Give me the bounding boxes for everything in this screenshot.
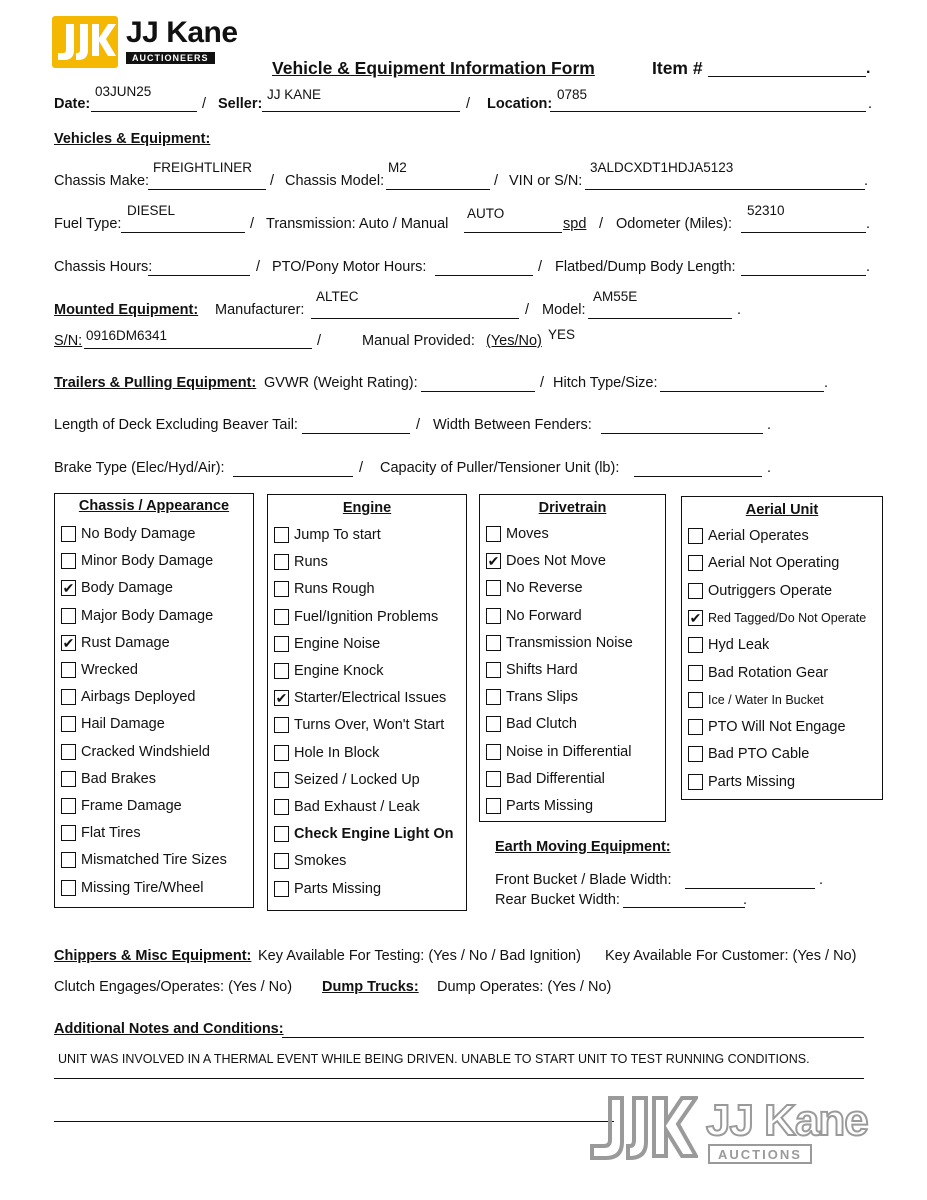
slash-2: / [466,96,471,112]
checkbox[interactable] [688,555,703,571]
period-7: . [767,417,772,433]
aerial-checkbox-item[interactable] [688,610,866,626]
mounted-section-title: Mounted Equipment: [54,302,199,318]
checkbox[interactable] [61,798,76,814]
checkbox[interactable] [274,581,289,597]
rear-bucket-label: Rear Bucket Width: [495,892,620,908]
clutch-text: Clutch Engages/Operates: (Yes / No) [54,979,293,995]
checkbox-label: Aerial Not Operating [708,555,840,572]
checkbox[interactable] [486,662,501,678]
checkbox[interactable] [61,825,76,841]
checkbox[interactable] [486,580,501,596]
aerial-checkbox-item[interactable] [688,665,828,681]
checkbox-label: Mismatched Tire Sizes [81,852,227,869]
chassis-checkbox-item[interactable] [61,825,141,841]
checkbox[interactable] [688,583,703,599]
checkbox[interactable] [274,609,289,625]
checkbox[interactable] [61,771,76,787]
slash-8: / [538,259,543,275]
chassis-checkbox-item[interactable] [61,744,210,760]
checkbox-label: Bad Brakes [81,770,156,787]
chassis-make-value[interactable]: FREIGHTLINER [153,160,253,175]
date-line [91,111,197,112]
checkbox-label: Jump To start [294,527,381,543]
chassis-model-label: Chassis Model: [285,173,385,189]
checkbox-label: Body Damage [81,580,173,597]
checkbox[interactable] [486,526,501,542]
sn-value[interactable]: 0916DM6341 [86,328,168,343]
fenders-line [601,433,763,434]
chippers-section-title: Chippers & Misc Equipment: [54,948,252,964]
aerial-checkbox-item[interactable] [688,746,809,762]
form-title: Vehicle & Equipment Information Form [272,58,595,78]
engine-box [267,494,467,911]
checkbox-label: Seized / Locked Up [294,771,420,788]
checkbox[interactable] [61,744,76,760]
key-testing-text: Key Available For Testing: (Yes / No / Bad Ignition) [258,948,581,964]
checkbox-label: Major Body Damage [81,607,214,624]
slash-6: / [599,216,604,232]
slash-13: / [359,460,364,476]
hitch-line [660,391,824,392]
checkbox-label: Runs [294,554,328,571]
checkbox[interactable] [61,880,76,896]
engine-checkbox-item[interactable] [274,636,380,652]
chassis-box-title: Chassis / Appearance [78,498,230,514]
drivetrain-checkbox-item[interactable] [486,662,578,678]
model-line [588,318,732,319]
transmission-line [464,232,562,233]
period-6: . [824,375,829,391]
period-10: . [743,892,748,908]
slash-5: / [250,216,255,232]
checkbox[interactable] [688,637,703,653]
checkbox-label: Engine Noise [294,635,381,652]
chassis-model-value[interactable]: M2 [388,160,407,175]
logo-text: JJ Kane [126,16,238,49]
checkbox-label: No Reverse [506,580,583,597]
checkbox-label: Missing Tire/Wheel [81,879,204,896]
rear-bucket-line [623,907,745,908]
engine-checkbox-item[interactable] [274,772,420,788]
checkbox[interactable] [274,527,289,543]
gvwr-label: GVWR (Weight Rating): [264,375,418,391]
checkbox-label: Minor Body Damage [81,553,214,570]
aerial-checkbox-item[interactable] [688,555,839,571]
period-9: . [819,872,824,888]
checkbox[interactable] [688,665,703,681]
slash-9: / [525,302,530,318]
checkbox[interactable] [486,716,501,732]
vin-label: VIN or S/N: [509,173,583,189]
item-label: Item # [652,58,703,78]
manual-options: (Yes/No) [486,333,542,349]
engine-checkbox-item[interactable] [274,826,454,842]
checkbox-label: Aerial Operates [708,528,809,544]
drivetrain-checkbox-item[interactable] [486,716,577,732]
odometer-line [741,232,866,233]
pto-hours-line [435,275,533,276]
deck-label: Length of Deck Excluding Beaver Tail: [54,417,298,433]
chassis-make-label: Chassis Make: [54,173,150,189]
checkbox[interactable] [274,690,289,706]
checkbox-label: Ice / Water In Bucket [708,692,824,707]
key-customer-text: Key Available For Customer: (Yes / No) [605,948,857,964]
checkmark-icon: ✔ [62,580,75,597]
item-line [708,76,866,77]
date-value[interactable]: 03JUN25 [95,84,152,99]
front-bucket-label: Front Bucket / Blade Width: [495,872,672,888]
sn-label: S/N: [54,333,83,349]
notes-section-title: Additional Notes and Conditions: [54,1021,284,1037]
drivetrain-box [479,494,666,822]
checkbox-label: Airbags Deployed [81,689,196,706]
flatbed-line [741,275,866,276]
checkmark-icon: ✔ [62,634,75,651]
brake-line [233,476,353,477]
checkbox-label: Trans Slips [506,689,578,706]
checkbox-label: Frame Damage [81,798,182,814]
capacity-label: Capacity of Puller/Tensioner Unit (lb): [380,460,620,476]
checkbox-label: Shifts Hard [506,662,578,678]
checkbox[interactable] [274,745,289,761]
dump-operates-text: Dump Operates: (Yes / No) [437,979,612,995]
notes-line-3 [54,1121,614,1122]
drivetrain-checkbox-item[interactable] [486,580,583,596]
checkbox[interactable] [61,662,76,678]
aerial-box-title: Aerial Unit [745,502,819,518]
fuel-label: Fuel Type: [54,216,122,232]
engine-checkbox-item[interactable] [274,717,444,733]
drivetrain-checkbox-item[interactable] [486,526,549,542]
chassis-checkbox-item[interactable] [61,771,156,787]
chassis-checkbox-item[interactable] [61,662,138,678]
engine-checkbox-item[interactable] [274,663,383,679]
chassis-appearance-box [54,493,254,908]
period-4: . [866,259,871,275]
seller-value[interactable]: JJ KANE [267,87,322,102]
checkbox-label: Red Tagged/Do Not Operate [708,610,867,625]
slash-4: / [494,173,499,189]
checkbox-label: Bad Differential [506,770,605,787]
checkbox-label: Does Not Move [506,553,606,570]
drivetrain-checkbox-item[interactable] [486,553,606,569]
checkbox[interactable] [61,580,76,596]
drivetrain-checkbox-item[interactable] [486,608,582,624]
checkbox-label: Bad Rotation Gear [708,664,829,681]
manual-value[interactable]: YES [548,327,576,342]
model-label: Model: [542,302,586,318]
notes-text[interactable]: UNIT WAS INVOLVED IN A THERMAL EVENT WHILE BEING DRIVEN. UNABLE TO START UNIT TO TEST RUNNING CONDITIONS. [58,1052,810,1066]
location-label: Location: [487,96,553,112]
vehicles-section-title: Vehicles & Equipment: [54,131,211,147]
checkbox[interactable] [688,528,703,544]
checkbox[interactable] [61,716,76,732]
engine-checkbox-item[interactable] [274,527,381,543]
drivetrain-checkbox-item[interactable] [486,689,578,705]
chassis-checkbox-item[interactable] [61,716,165,732]
checkbox[interactable] [274,799,289,815]
notes-line-2 [54,1078,864,1079]
checkbox-label: Parts Missing [708,773,796,790]
checkbox[interactable] [274,826,289,842]
checkbox-label: Bad Clutch [506,716,577,733]
checkbox[interactable] [486,608,501,624]
checkbox[interactable] [486,553,501,569]
slash-10: / [317,333,322,349]
checkbox[interactable] [486,635,501,651]
chassis-hours-label: Chassis Hours: [54,259,153,275]
checkbox[interactable] [486,689,501,705]
checkbox-label: Moves [506,526,549,542]
checkbox[interactable] [486,744,501,760]
period-1: . [868,96,873,112]
watermark-text: JJ Kane [706,1096,868,1145]
checkbox-label: Runs Rough [294,581,375,598]
chassis-checkbox-item[interactable] [61,526,195,542]
jjk-monogram-icon [52,16,118,68]
checkbox[interactable] [688,692,703,708]
aerial-checkbox-item[interactable] [688,637,769,653]
chassis-make-line [148,189,266,190]
fenders-label: Width Between Fenders: [433,417,592,433]
hitch-label: Hitch Type/Size: [553,375,658,391]
checkbox-label: Hail Damage [81,716,165,733]
engine-checkbox-item[interactable] [274,799,420,815]
checkbox[interactable] [688,610,703,626]
checkbox-label: Starter/Electrical Issues [294,690,447,707]
checkbox-label: Outriggers Operate [708,582,833,599]
checkbox-label: Transmission Noise [506,634,633,651]
checkbox[interactable] [61,852,76,868]
watermark-sub-box [708,1144,812,1164]
checkbox-label: PTO Will Not Engage [708,719,846,736]
checkbox[interactable] [274,853,289,869]
checkbox[interactable] [274,717,289,733]
notes-line-1 [282,1037,864,1038]
checkbox-label: Smokes [294,853,347,870]
location-line [550,111,866,112]
pto-hours-label: PTO/Pony Motor Hours: [272,259,427,275]
checkbox[interactable] [274,772,289,788]
fuel-line [121,232,245,233]
checkmark-icon: ✔ [275,690,288,707]
chassis-checkbox-item[interactable] [61,689,195,705]
checkbox-label: No Forward [506,607,582,624]
drivetrain-checkbox-item[interactable] [486,798,593,814]
earth-section-title: Earth Moving Equipment: [495,839,671,855]
chassis-checkbox-item[interactable] [61,852,227,868]
transmission-value[interactable]: AUTO [467,206,505,221]
checkbox-label: Hyd Leak [708,637,770,654]
slash-1: / [202,96,207,112]
checkbox[interactable] [61,635,76,651]
engine-checkbox-item[interactable] [274,581,375,597]
chassis-checkbox-item[interactable] [61,798,182,814]
checkbox-label: Hole In Block [294,744,380,761]
spd-label: spd [563,216,587,232]
checkbox[interactable] [274,881,289,897]
checkmark-icon: ✔ [487,553,500,570]
aerial-checkbox-item[interactable] [688,692,824,708]
chassis-hours-line [148,275,250,276]
slash-12: / [416,417,421,433]
checkbox-label: Cracked Windshield [81,743,210,760]
odometer-label: Odometer (Miles): [616,216,733,232]
vin-line [585,189,865,190]
checkbox-label: No Body Damage [81,526,196,542]
checkbox-label: Parts Missing [294,880,382,897]
brake-label [54,460,225,476]
logo-subtext [126,52,215,64]
manufacturer-label: Manufacturer: [215,302,305,318]
engine-checkbox-item[interactable] [274,554,328,570]
checkbox[interactable] [61,526,76,542]
checkbox[interactable] [688,746,703,762]
date-label: Date: [54,96,91,112]
engine-checkbox-item[interactable] [274,881,381,897]
period-3: . [866,216,871,232]
slash-3: / [270,173,275,189]
period-8: . [767,460,772,476]
chassis-checkbox-item[interactable] [61,880,203,896]
checkbox[interactable] [688,719,703,735]
chassis-checkbox-item[interactable] [61,553,213,569]
chassis-model-line [386,189,490,190]
seller-label: Seller: [218,96,263,112]
location-value[interactable]: 0785 [557,87,588,102]
checkbox-label: Wrecked [81,662,138,678]
checkbox-label: Check Engine Light On [294,826,454,843]
engine-checkbox-item[interactable] [274,690,446,706]
chassis-checkbox-item[interactable] [61,635,170,651]
seller-line [262,111,460,112]
watermark-sub: AUCTIONS [718,1147,802,1162]
checkmark-icon: ✔ [689,609,702,626]
sn-line [84,348,312,349]
slash-11: / [540,375,545,391]
manufacturer-value[interactable]: ALTEC [316,289,359,304]
trailers-section-title: Trailers & Pulling Equipment: [54,375,257,391]
checkbox[interactable] [274,663,289,679]
chassis-checkbox-item[interactable] [61,580,173,596]
capacity-line [634,476,762,477]
transmission-label: Transmission: Auto / Manual [266,216,449,232]
checkbox[interactable] [61,689,76,705]
aerial-checkbox-item[interactable] [688,774,795,790]
fuel-value[interactable]: DIESEL [127,203,176,218]
checkbox[interactable] [61,608,76,624]
item-period: . [866,60,871,77]
gvwr-line [421,391,535,392]
chassis-checkbox-item[interactable] [61,608,213,624]
vin-value[interactable]: 3ALDCXDT1HDJA5123 [590,160,734,175]
checkbox-label: Parts Missing [506,798,594,814]
odometer-value[interactable]: 52310 [747,203,785,218]
checkbox-label: Rust Damage [81,634,170,651]
watermark-logo [588,1094,898,1174]
engine-checkbox-item[interactable] [274,745,379,761]
logo-sub-label: AUCTIONEERS [132,53,209,63]
deck-line [302,433,410,434]
checkbox[interactable] [274,554,289,570]
drivetrain-box-title: Drivetrain [538,500,607,516]
manual-label: Manual Provided: [362,333,475,349]
aerial-unit-box [681,496,883,800]
engine-box-title: Engine [342,500,392,516]
checkbox[interactable] [486,771,501,787]
front-bucket-line [685,888,815,889]
dump-trucks-title: Dump Trucks: [322,979,419,995]
checkbox[interactable] [61,553,76,569]
checkbox[interactable] [688,774,703,790]
aerial-checkbox-item[interactable] [688,583,832,599]
manufacturer-line [311,318,519,319]
engine-checkbox-item[interactable] [274,609,438,625]
aerial-checkbox-item[interactable] [688,528,809,544]
model-value[interactable]: AM55E [593,289,638,304]
drivetrain-checkbox-item[interactable] [486,635,633,651]
drivetrain-checkbox-item[interactable] [486,771,605,787]
checkbox-label: Turns Over, Won't Start [294,717,445,734]
brand-logo [52,16,252,68]
period-2: . [864,173,869,189]
checkbox[interactable] [274,636,289,652]
checkbox-label: Bad Exhaust / Leak [294,799,420,815]
engine-checkbox-item[interactable] [274,853,346,869]
checkbox[interactable] [486,798,501,814]
checkbox-label: Flat Tires [81,825,141,842]
checkbox-label: Fuel/Ignition Problems [294,608,439,625]
checkbox-label: Engine Knock [294,663,384,679]
period-5: . [737,302,742,318]
checkbox-label: Noise in Differential [506,743,632,760]
brake-label-text: Brake Type (Elec/Hyd/Air): [54,460,225,476]
aerial-checkbox-item[interactable] [688,719,846,735]
flatbed-label: Flatbed/Dump Body Length: [555,259,736,275]
slash-7: / [256,259,261,275]
checkbox-label: Bad PTO Cable [708,746,810,763]
drivetrain-checkbox-item[interactable] [486,744,631,760]
jjk-watermark-icon [588,1094,698,1172]
